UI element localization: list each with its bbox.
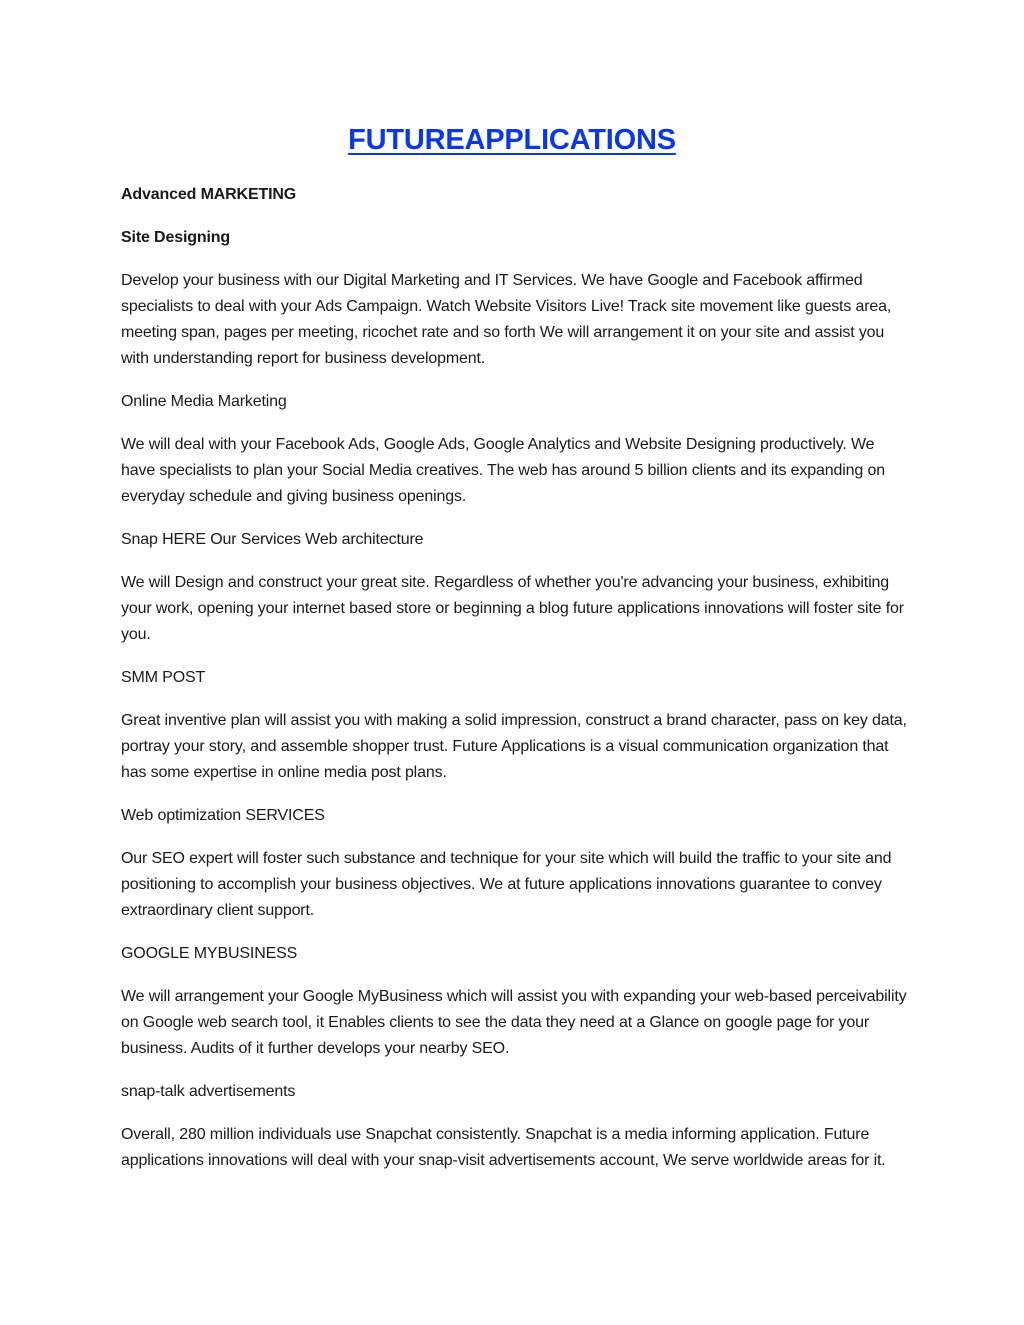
- paragraph-online-media-marketing: We will deal with your Facebook Ads, Google Ads, Google Analytics and Website Designing productively. We have specialists to plan your Social Media creatives. The web has around 5 billion clients and its expanding on everyday schedule and giving business openings.: [121, 436, 885, 505]
- paragraph-snap-talk: Overall, 280 million individuals use Snapchat consistently. Snapchat is a media informing application. Future applications innovations will deal with your snap-visit advertisements account, We serve worldwide areas for it.: [121, 1126, 886, 1169]
- heading-site-designing: Site Designing: [121, 229, 231, 246]
- paragraph-google-mybusiness: We will arrangement your Google MyBusiness which will assist you with expanding your web-based perceivability on Google web search tool, it Enables clients to see the data they need at a Glance on google page for your business. Audits of it further develops your nearby SEO.: [121, 988, 907, 1057]
- subheading-web-optimization: Web optimization SERVICES: [121, 807, 325, 824]
- subheading-google-mybusiness: GOOGLE MYBUSINESS: [121, 945, 298, 962]
- subheading-smm-post: SMM POST: [121, 669, 206, 686]
- document-title-link[interactable]: FUTUREAPPLICATIONS: [348, 124, 676, 156]
- paragraph-web-optimization: Our SEO expert will foster such substance and technique for your site which will build the traffic to your site and positioning to accomplish your business objectives. We at future applications innovations guarantee to convey extraordinary client support.: [121, 850, 892, 919]
- document-body: [121, 182, 911, 1191]
- paragraph-smm-post: Great inventive plan will assist you with making a solid impression, construct a brand character, pass on key data, portray your story, and assemble shopper trust. Future Applications is a visual communication organization that has some expertise in online media post plans.: [121, 712, 907, 781]
- heading-advanced-marketing: Advanced MARKETING: [121, 186, 297, 203]
- subheading-snap-talk: snap-talk advertisements: [121, 1083, 296, 1100]
- subheading-web-architecture: Snap HERE Our Services Web architecture: [121, 531, 424, 548]
- paragraph-web-architecture: We will Design and construct your great site. Regardless of whether you're advancing your business, exhibiting your work, opening your internet based store or beginning a blog future applications innovations will foster site for you.: [121, 574, 904, 643]
- subheading-online-media-marketing: Online Media Marketing: [121, 393, 287, 410]
- paragraph-intro: Develop your business with our Digital Marketing and IT Services. We have Google and Facebook affirmed specialists to deal with your Ads Campaign. Watch Website Visitors Live! Track site movement like guests area, meeting span, pages per meeting, ricochet rate and so forth We will arrangement it on your site and assist you with understanding report for business development.: [121, 272, 892, 367]
